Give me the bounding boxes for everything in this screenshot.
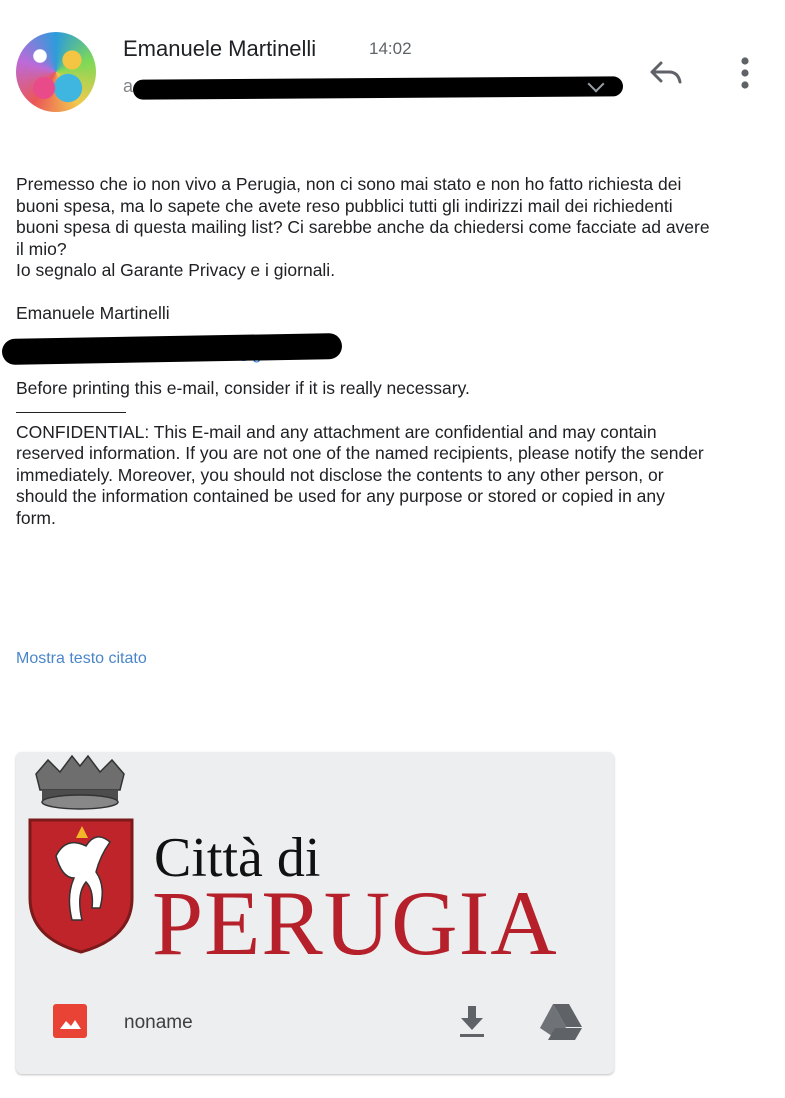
printing-note: Before printing this e-mail, consider if it is really necessary. xyxy=(16,378,470,398)
message-time: 14:02 xyxy=(369,39,412,58)
recipient-prefix: a xyxy=(123,76,134,96)
logo-title-line: Città di xyxy=(154,827,321,889)
attachment-file-name: noname xyxy=(124,1012,193,1033)
signature-name: Emanuele Martinelli xyxy=(16,302,170,323)
more-options-button[interactable] xyxy=(732,54,758,94)
show-quoted-text-link[interactable]: Mostra testo citato xyxy=(16,650,147,667)
download-button[interactable] xyxy=(456,1002,488,1040)
attachment-info-bar xyxy=(16,992,614,1074)
attachment-card[interactable] xyxy=(16,752,614,1074)
recipient-line[interactable] xyxy=(123,74,613,100)
message-body xyxy=(16,174,766,529)
attachment-preview[interactable] xyxy=(16,752,614,992)
sender-avatar[interactable] xyxy=(16,32,96,112)
sender-name: Emanuele Martinelli xyxy=(123,36,317,61)
reply-icon xyxy=(645,54,685,94)
image-icon xyxy=(53,1004,87,1038)
crown-icon xyxy=(24,752,136,812)
more-vertical-icon xyxy=(732,54,758,94)
logo-city-name: PERUGIA xyxy=(152,872,558,974)
separator-line xyxy=(16,400,126,413)
redaction-mark xyxy=(133,76,623,99)
signature-email[interactable] xyxy=(16,336,766,366)
google-drive-icon xyxy=(538,1002,584,1042)
download-icon xyxy=(456,1002,488,1040)
coat-of-arms-icon xyxy=(26,816,136,956)
save-to-drive-button[interactable] xyxy=(538,1002,584,1042)
message-paragraph: Premesso che io non vivo a Perugia, non ci sono mai stato e non ho fatto richiesta dei buoni spesa, ma lo sapete che avete reso pubblici tutti gli indirizzi mail dei richiedenti buoni spesa di questa mailing list? Ci sarebbe anche da chiedersi come facciate ad avere il mio? Io segnalo al Garante Privacy e i giornali. xyxy=(16,174,710,280)
confidentiality-notice: CONFIDENTIAL: This E-mail and any attachment are confidential and may contain reserved information. If you are not one of the named recipients, please notify the sender immediately. Moreover, you should not disclose the contents to any other person, or should the information contained be used for any purpose or stored or copied in any form. xyxy=(16,421,704,528)
reply-button[interactable] xyxy=(645,54,685,94)
